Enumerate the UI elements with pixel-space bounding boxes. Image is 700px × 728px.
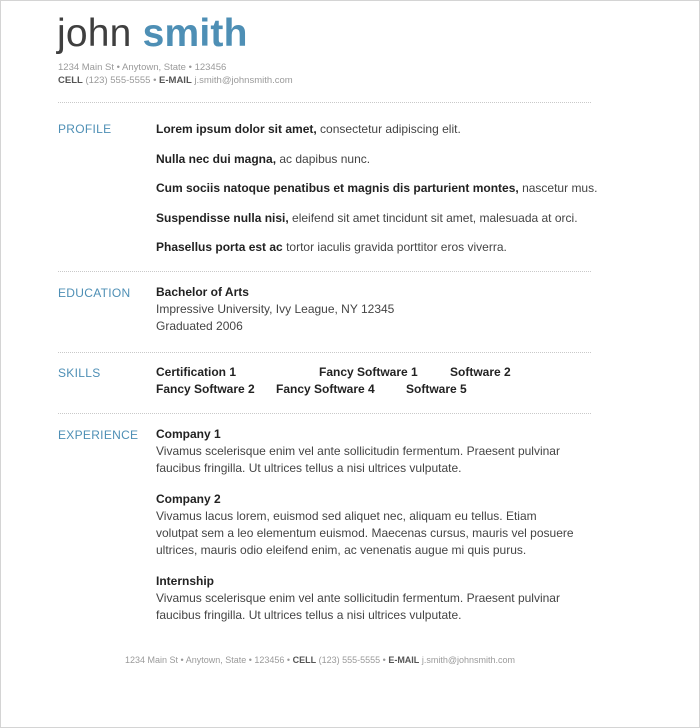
profile-content <box>156 121 636 256</box>
job-description-line: volutpat sem a leo elementum euismod. Maecenas cursus, mauris vel posuere <box>156 526 574 540</box>
profile-item: Cum sociis natoque penatibus et magnis dis parturient montes, nascetur mus. <box>156 181 598 195</box>
job-description-line: Vivamus scelerisque enim vel ante sollicitudin fermentum. Praesent pulvinar <box>156 591 560 605</box>
skill-item: Certification 1 <box>156 365 237 379</box>
school: Impressive University, Ivy League, NY 12345 <box>156 302 395 316</box>
job-description-line: Vivamus scelerisque enim vel ante sollicitudin fermentum. Praesent pulvinar <box>156 444 560 458</box>
section-label-profile: PROFILE <box>58 122 112 136</box>
divider <box>58 413 591 414</box>
job-description-line: faucibus fringilla. Ut ultrices tellus a nisi ultrices vulputate. <box>156 608 462 622</box>
footer-address: 1234 Main St • Anytown, State • 123456 • <box>125 655 291 665</box>
last-name: smith <box>142 12 248 55</box>
divider <box>58 271 591 272</box>
job-description-line: Vivamus lacus lorem, euismod sed aliquet nec, aliquam eu tellus. Etiam <box>156 509 537 523</box>
job-entry <box>156 573 636 624</box>
job-description-line: faucibus fringilla. Ut ultrices tellus a nisi ultrices vulputate. <box>156 461 462 475</box>
profile-item: Phasellus porta est ac tortor iaculis gravida porttitor eros viverra. <box>156 240 507 254</box>
job-entry <box>156 426 636 477</box>
profile-item: Nulla nec dui magna, ac dapibus nunc. <box>156 151 371 166</box>
job-description-line: ultrices, mauris odio eleifend enim, ac venenatis augue mi quis purus. <box>156 543 527 557</box>
section-label-skills: SKILLS <box>58 366 101 380</box>
graduation-year: Graduated 2006 <box>156 319 243 333</box>
skills-content <box>156 364 636 398</box>
footer-cell-label: CELL <box>292 655 317 665</box>
job-entry <box>156 491 636 559</box>
header-contact-line <box>58 75 293 86</box>
section-label-education: EDUCATION <box>58 286 131 300</box>
skill-item: Fancy Software 1 <box>319 365 418 379</box>
experience-content <box>156 426 636 624</box>
profile-item: Lorem ipsum dolor sit amet, consectetur adipiscing elit. <box>156 122 461 136</box>
header-address: 1234 Main St • Anytown, State • 123456 <box>58 62 227 73</box>
skill-item: Fancy Software 2 <box>156 382 255 396</box>
divider <box>58 102 591 103</box>
skill-item: Software 5 <box>406 382 467 396</box>
first-name: john <box>57 12 132 55</box>
skill-item: Software 2 <box>450 365 511 379</box>
footer-contact <box>125 655 515 665</box>
education-content <box>156 284 636 335</box>
company-name: Company 2 <box>156 492 221 506</box>
company-name: Internship <box>156 574 215 588</box>
footer-cell-value: (123) 555-5555 • <box>318 655 386 665</box>
cell-value: (123) 555-5555 <box>85 75 151 86</box>
profile-item: Suspendisse nulla nisi, eleifend sit amet tincidunt sit amet, malesuada at orci. <box>156 210 578 225</box>
section-label-experience: EXPERIENCE <box>58 428 139 442</box>
email-label: E-MAIL <box>159 75 192 86</box>
degree: Bachelor of Arts <box>156 285 249 299</box>
skills-row <box>156 364 636 381</box>
resume-name <box>57 11 248 57</box>
divider <box>58 352 591 353</box>
email-value: j.smith@johnsmith.com <box>194 75 293 86</box>
skill-item: Fancy Software 4 <box>276 382 375 396</box>
separator-bullet: • <box>153 75 157 86</box>
footer-email-value: j.smith@johnsmith.com <box>421 655 515 665</box>
cell-label: CELL <box>58 75 83 86</box>
footer-email-label: E-MAIL <box>388 655 420 665</box>
skills-row <box>156 381 636 398</box>
company-name: Company 1 <box>156 427 221 441</box>
